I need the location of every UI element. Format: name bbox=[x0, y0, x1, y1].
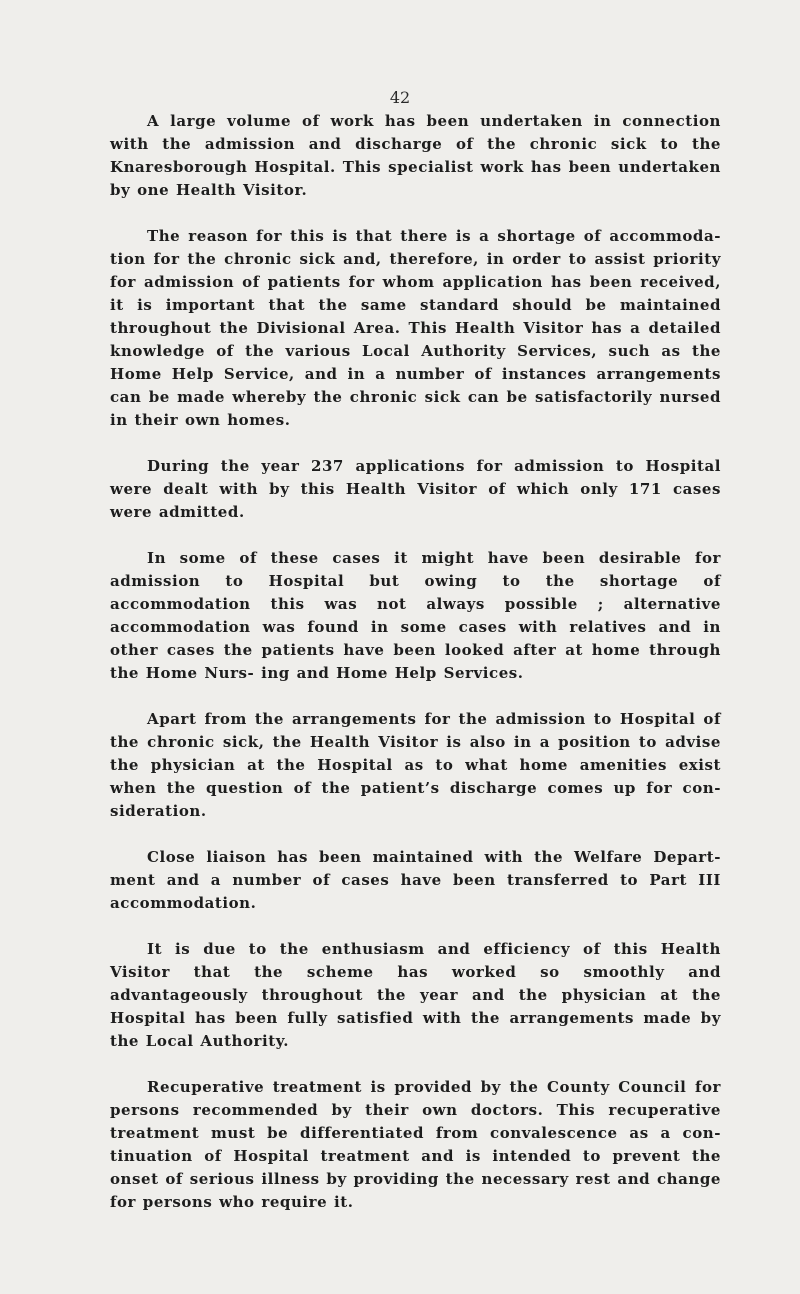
paragraph-welfare-liaison: Close liaison has been maintained with the Welfare Depart- ment and a number of cases have been transferred to Part III accommodation. bbox=[110, 848, 721, 912]
body-text bbox=[110, 110, 721, 1237]
paragraph-accommodation-shortage: The reason for this is that there is a shortage of accommoda- tion for the chronic sick and, therefore, in order to assist priority for admission of patients for whom application has been received, it is important that the same standard should be maintained throughout the Divisional Area. This Health Visitor has a detailed knowledge of the various Local Authority Services, such as the Home Help Service, and in a number of instances arrangements can be made whereby the chronic sick can be satisfactorily nursed in their own homes. bbox=[110, 227, 721, 429]
paragraph-applications-count: During the year 237 applications for admission to Hospital were dealt with by this Health Visitor of which only 171 cases were admitted. bbox=[110, 457, 721, 521]
paragraph-discharge-advice: Apart from the arrangements for the admission to Hospital of the chronic sick, the Health Visitor is also in a position to advise the physician at the Hospital as to what home amenities exist when the question of the patient’s discharge comes up for con- sideration. bbox=[110, 710, 721, 820]
paragraph-health-visitor-efficiency: It is due to the enthusiasm and efficiency of this Health Visitor that the scheme has worked so smoothly and advantageously throughout the year and the physician at the Hospital has been fully satisfied with the arrangements made by the Local Authority. bbox=[110, 940, 721, 1050]
paragraph-recuperative-treatment: Recuperative treatment is provided by the County Council for persons recommended by their own doctors. This recuperative treatment must be differentiated from convalescence as a con- tinuation of Hospital treatment and is intended to prevent the onset of serious illness by providing the necessary rest and change for persons who require it. bbox=[110, 1078, 721, 1211]
paragraph-knaresborough-admissions: A large volume of work has been undertaken in connection with the admission and discharge of the chronic sick to the Knaresborough Hospital. This specialist work has been undertaken by one Health Visitor. bbox=[110, 112, 721, 199]
page-number: 42 bbox=[389, 88, 411, 107]
paragraph-alternative-accommodation: In some of these cases it might have been desirable for admission to Hospital but owing to the shortage of accommodation this was not always possible ; alternative accommodation was found in some cases with relatives and in other cases the patients have been looked after at home through the Home Nurs- ing and Home Help Services. bbox=[110, 549, 721, 682]
